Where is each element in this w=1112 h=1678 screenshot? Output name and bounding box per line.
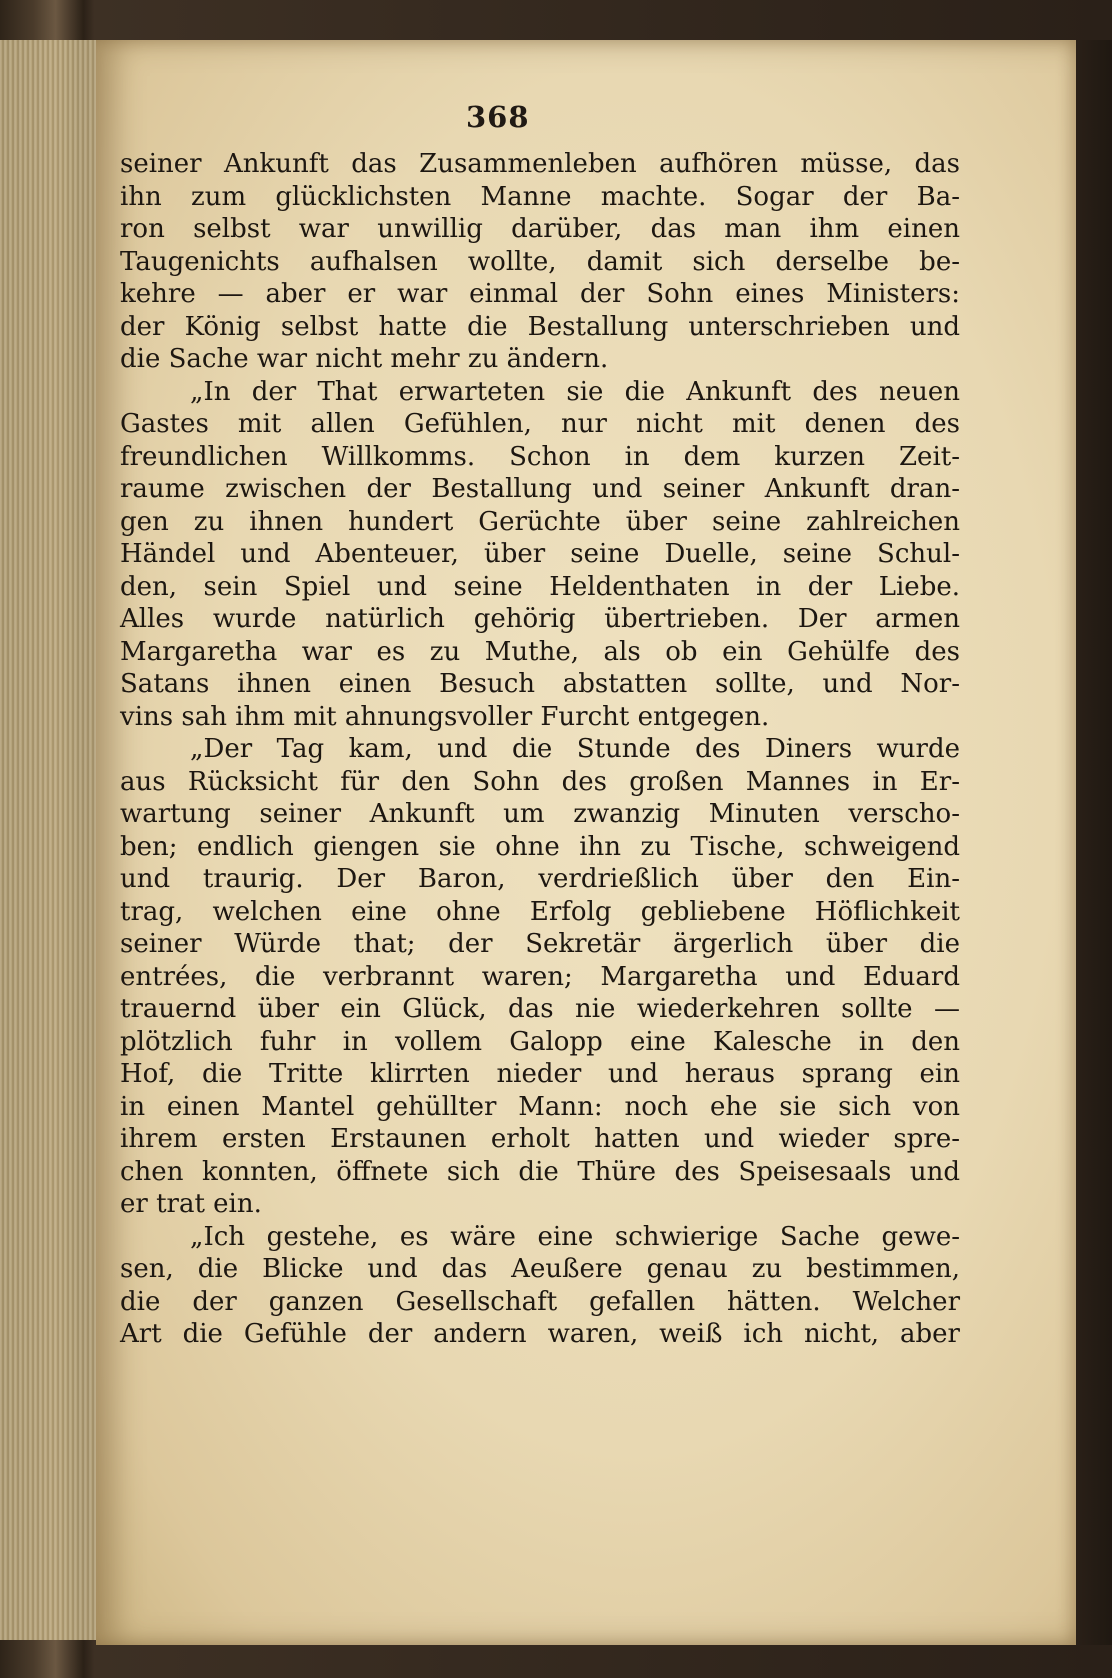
text-line: seiner Ankunft das Zusammenleben aufhören müsse, das [120, 149, 960, 179]
text-line: „Ich gestehe, es wäre eine schwierige Sache gewe- [190, 1221, 960, 1252]
text-line: ron selbst war unwillig darüber, das man ihm einen [120, 214, 960, 244]
text-line: der König selbst hatte die Bestallung unterschrieben und [120, 311, 960, 342]
text-line: Margaretha war es zu Muthe, als ob ein Gehülfe des [120, 636, 960, 667]
text-line: freundlichen Willkomms. Schon in dem kurzen Zeit- [120, 441, 960, 472]
text-line: Art die Gefühle der andern waren, weiß ich nicht, aber [120, 1319, 960, 1349]
text-line: entrées, die verbrannt waren; Margaretha und Eduard [120, 961, 960, 992]
text-line: Hof, die Tritte klirrten nieder und heraus sprang ein [120, 1059, 960, 1089]
text-line: aus Rücksicht für den Sohn des großen Mannes in Er- [120, 766, 960, 797]
text-line: „Der Tag kam, und die Stunde des Diners wurde [190, 734, 960, 764]
text-line: die Sache war nicht mehr zu ändern. [120, 344, 609, 374]
text-line: Alles wurde natürlich gehörig übertrieben. Der armen [120, 604, 960, 634]
text-line: raume zwischen der Bestallung und seiner Ankunft dran- [120, 474, 960, 504]
text-line: ihn zum glücklichsten Manne machte. Sogar der Ba- [120, 181, 960, 212]
text-line: Taugenichts aufhalsen wollte, damit sich derselbe be- [120, 246, 960, 277]
text-line: Satans ihnen einen Besuch abstatten sollte, und Nor- [120, 669, 960, 699]
text-line: ihrem ersten Erstaunen erholt hatten und wieder spre- [120, 1124, 960, 1154]
text-line: er trat ein. [120, 1189, 262, 1219]
text-line: trag, welchen eine ohne Erfolg gebliebene Höflichkeit [120, 896, 960, 927]
text-line: vins sah ihm mit ahnungsvoller Furcht entgegen. [120, 701, 770, 732]
text-line: sen, die Blicke und das Aeußere genau zu bestimmen, [120, 1254, 960, 1284]
text-line: und traurig. Der Baron, verdrießlich über den Ein- [120, 864, 960, 894]
text-line: gen zu ihnen hundert Gerüchte über seine zahlreichen [120, 506, 960, 537]
text-line: trauernd über ein Glück, das nie wiederkehren sollte — [120, 994, 960, 1024]
text-line: Gastes mit allen Gefühlen, nur nicht mit denen des [120, 409, 960, 439]
text-line: den, sein Spiel und seine Heldenthaten in der Liebe. [120, 571, 960, 602]
text-line: wartung seiner Ankunft um zwanzig Minuten verscho- [120, 799, 960, 829]
text-line: seiner Würde that; der Sekretär ärgerlich über die [120, 929, 960, 959]
text-line: die der ganzen Gesellschaft gefallen hätten. Welcher [120, 1286, 960, 1317]
text-line: „In der That erwarteten sie die Ankunft des neuen [190, 376, 960, 407]
body-text [120, 148, 960, 1351]
binding-shadow [1076, 40, 1112, 1645]
text-line: in einen Mantel gehüllter Mann: noch ehe sie sich von [120, 1091, 960, 1122]
text-line: chen konnten, öffnete sich die Thüre des Speisesaals und [120, 1156, 960, 1187]
page-stack-edges [0, 40, 96, 1640]
text-line: Händel und Abenteuer, über seine Duelle, seine Schul- [120, 539, 960, 569]
text-line: ben; endlich giengen sie ohne ihn zu Tische, schweigend [120, 831, 960, 862]
text-line: plötzlich fuhr in vollem Galopp eine Kalesche in den [120, 1026, 960, 1057]
text-line: kehre — aber er war einmal der Sohn eines Ministers: [120, 279, 960, 309]
page-number: 368 [466, 100, 530, 134]
